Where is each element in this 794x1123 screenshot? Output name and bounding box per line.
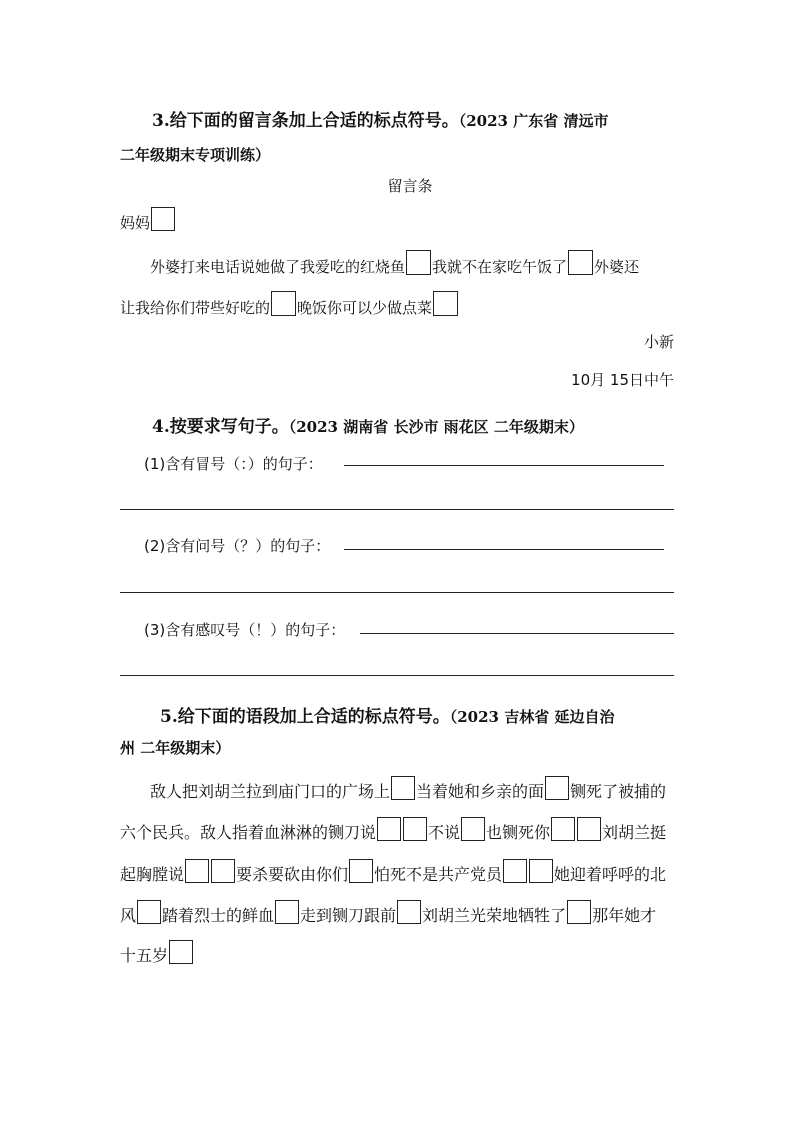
blank-box[interactable]	[551, 817, 575, 841]
q5-source-a: （2023 吉林省 延边自治	[449, 708, 615, 726]
q3-source-b: 二年级期末专项训练）	[120, 146, 271, 164]
passage-text: 六个民兵。敌人指着血淋淋的铡刀说	[120, 823, 377, 842]
blank-box[interactable]	[151, 207, 175, 231]
passage-text: 那年她才	[592, 906, 657, 925]
note-title: 留言条	[387, 177, 433, 195]
q4-heading	[152, 412, 584, 437]
passage-line-3	[120, 859, 666, 885]
q5-heading	[160, 702, 614, 727]
passage-text: 她迎着呼呼的北	[554, 865, 667, 884]
blank-box[interactable]	[185, 859, 209, 883]
blank-box[interactable]	[391, 776, 415, 800]
answer-line[interactable]	[360, 633, 674, 634]
blank-box[interactable]	[403, 817, 427, 841]
blank-box[interactable]	[577, 817, 601, 841]
blank-box[interactable]	[137, 900, 161, 924]
blank-box[interactable]	[397, 900, 421, 924]
blank-box[interactable]	[406, 250, 431, 275]
passage-line-4	[120, 900, 656, 926]
passage-text: 不说	[428, 823, 461, 842]
note-line-1	[150, 250, 639, 277]
blank-box[interactable]	[211, 859, 235, 883]
passage-text: 十五岁	[120, 946, 169, 965]
passage-line-2	[120, 817, 666, 843]
q4-source: （2023 湖南省 长沙市 雨花区 二年级期末）	[288, 418, 584, 436]
note-text: 晚饭你可以少做点菜	[297, 299, 433, 317]
blank-box[interactable]	[275, 900, 299, 924]
q4-item-2-label: (2)含有问号（？）的句子：	[144, 537, 331, 555]
answer-line[interactable]	[120, 675, 674, 676]
passage-text: 踏着烈士的鲜血	[162, 906, 275, 925]
passage-line-5	[120, 940, 194, 966]
note-greeting: 妈妈	[120, 214, 151, 232]
blank-box[interactable]	[433, 291, 458, 316]
note-signature: 小新	[643, 333, 674, 351]
passage-text: 刘胡兰光荣地牺牲了	[422, 906, 567, 925]
passage-line-1	[150, 776, 666, 802]
blank-box[interactable]	[568, 250, 593, 275]
q3-title: 3.给下面的留言条加上合适的标点符号。	[152, 111, 459, 131]
blank-box[interactable]	[567, 900, 591, 924]
answer-line[interactable]	[120, 592, 674, 593]
note-greeting-line	[120, 207, 176, 233]
blank-box[interactable]	[271, 291, 296, 316]
note-text: 让我给你们带些好吃的	[120, 299, 271, 317]
note-date: 10月 15日中午	[571, 371, 674, 389]
answer-line[interactable]	[120, 509, 674, 510]
note-text: 外婆还	[594, 258, 640, 276]
passage-text: 走到铡刀跟前	[300, 906, 397, 925]
passage-text: 风	[120, 906, 137, 925]
note-text: 外婆打来电话说她做了我爱吃的红烧鱼	[150, 258, 406, 276]
blank-box[interactable]	[545, 776, 569, 800]
q5-title: 5.给下面的语段加上合适的标点符号。	[160, 707, 450, 727]
passage-text: 要杀要砍由你们	[236, 865, 349, 884]
passage-text: 起胸膛说	[120, 865, 185, 884]
passage-text: 也铡死你	[486, 823, 551, 842]
passage-text: 铡死了被捕的	[570, 782, 667, 801]
answer-line[interactable]	[344, 549, 664, 550]
blank-box[interactable]	[503, 859, 527, 883]
passage-text: 当着她和乡亲的面	[416, 782, 545, 801]
blank-box[interactable]	[461, 817, 485, 841]
blank-box[interactable]	[349, 859, 373, 883]
q3-heading	[152, 106, 608, 131]
q5-source-b: 州 二年级期末）	[120, 739, 231, 757]
passage-text: 敌人把刘胡兰拉到庙门口的广场上	[150, 782, 391, 801]
blank-box[interactable]	[377, 817, 401, 841]
answer-line[interactable]	[344, 465, 664, 466]
q3-source-a: （2023 广东省 清远市	[458, 112, 609, 130]
blank-box[interactable]	[169, 940, 193, 964]
passage-text: 怕死不是共产党员	[374, 865, 503, 884]
blank-box[interactable]	[529, 859, 553, 883]
q4-item-1-label: (1)含有冒号（：）的句子：	[144, 455, 323, 473]
q4-title: 4.按要求写句子。	[152, 417, 289, 437]
note-line-2	[120, 291, 459, 318]
q4-item-3-label: (3)含有感叹号（！）的句子：	[144, 621, 346, 639]
passage-text: 刘胡兰挺	[602, 823, 667, 842]
note-text: 我就不在家吃午饭了	[432, 258, 568, 276]
